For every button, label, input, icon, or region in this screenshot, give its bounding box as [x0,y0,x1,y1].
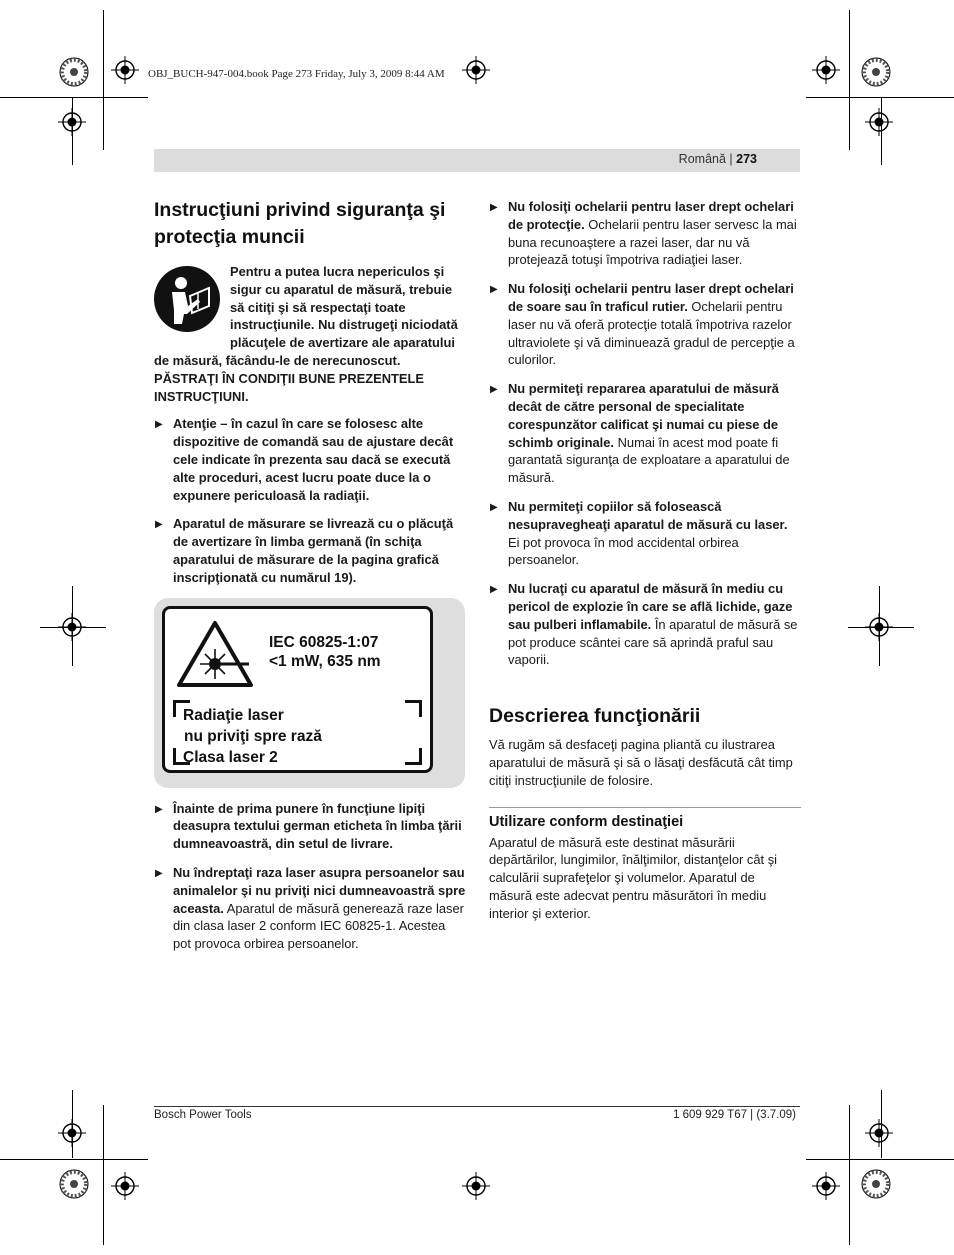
list-item: ▶ Nu lucraţi cu aparatul de măsură în mediu cu pericol de explozie în care se află lichide, gaze sau pulberi inflamabile. În aparatul de măsură se pot produce scântei care să aprindă praful sau vaporii. [490,581,798,668]
list-item: ▶ Aparatul de măsurare se livrează cu o plăcuţă de avertizare în limba germană (în schiţa aparatului de măsurare de la pagina grafică inscripţionată cu numărul 19). [155,516,454,585]
footer-doc-number: 1 609 929 T67 | (3.7.09) [673,1109,796,1121]
intended-use-title: Utilizare conform destinaţiei [489,813,684,830]
label-warning-text: Radiaţie laser nu priviţi spre rază Clasa laser 2 [183,706,322,766]
page-number: 273 [736,152,757,166]
arrow-bullet-icon: ▶ [490,384,498,396]
warning-label-panel [154,598,465,788]
arrow-bullet-icon: ▶ [490,501,498,513]
list-item: ▶ Nu permiteţi repararea aparatului de măsură decât de către personal de specialitate corespunzător calificat şi numai cu piese de schimb originale. Numai în acest mod poate fi garantată siguranţa de exploatare a aparatului de măsură. [490,381,790,486]
left-column [154,197,466,964]
intended-use-text: Aparatul de măsură este destinat măsurării depărtărilor, lungimilor, înălţimilor, distanţelor cât şi calculării suprafeţelor şi volumelor. Aparatul de măsură este adecvat pentru măsurători în mediu interior şi exterior. [489,834,778,921]
list-item: ▶ Nu îndreptaţi raza laser asupra persoanelor sau animalelor şi nu priviţi nici dumneavoastră spre aceasta. Aparatul de măsură generează raze laser din clasa laser 2 conform IEC 60825-1. Acestea pot provoca orbirea persoanelor. [155,864,466,952]
page-header [679,152,757,166]
safety-title: Instrucţiuni privind siguranţa şi protecţia muncii [154,199,446,248]
header-separator: | [729,152,733,166]
arrow-bullet-icon: ▶ [155,419,163,431]
bullets-top [154,415,466,586]
arrow-bullet-icon: ▶ [490,284,498,296]
intro-block [154,263,466,405]
list-item: ▶ Înainte de prima punere în funcţiune lipiţi deasupra textului german eticheta în limba ţării dumneavoastră, din setul de livrare. [155,800,462,852]
arrow-bullet-icon: ▶ [155,803,163,815]
footer-rule [154,1106,800,1107]
subsection-rule [489,807,801,808]
read-manual-icon [154,266,220,332]
list-item: ▶ Atenţie – în cazul în care se folosesc alte dispozitive de comandă sau de ajustare decât cele indicate în prezenta sau dacă se execută alte proceduri, acest lucru poate duce la o expunere periculoasă la radiaţii. [155,416,454,503]
description-text: Vă rugăm să desfaceţi pagina pliantă cu ilustrarea aparatului de măsură şi să o lăsaţi desfăcută cât timp citiţi instrucţiunile de folosire. [489,737,793,788]
arrow-bullet-icon: ▶ [155,867,163,879]
intro-text: Pentru a putea lucra nepericulos şi sigur cu aparatul de măsură, trebuie să citiţi şi să respectaţi toate instrucţiunile. Nu distrugeţi niciodată plăcuţele de avertizare ale aparatului de măsură, făcându-le de nerecunoscut. PĂSTRAŢI ÎN CONDIŢII BUNE PREZENTELE INSTRUCŢIUNI. [154,264,458,404]
arrow-bullet-icon: ▶ [155,519,163,531]
laser-warning-icon [175,619,255,689]
bullets-bottom [154,800,466,953]
list-item: ▶ Nu permiteţi copiilor să folosească nesupravegheaţi aparatul de măsură cu laser. Ei pot provoca în mod accidental orbirea persoanelor. [490,498,788,568]
warning-label [162,606,433,773]
description-title: Descrierea funcţionării [489,705,701,728]
arrow-bullet-icon: ▶ [490,202,498,213]
label-spec: IEC 60825-1:07 <1 mW, 635 nm [269,633,381,670]
list-item: ▶ Nu folosiţi ochelarii pentru laser drept ochelari de protecţie. Ochelarii pentru laser servesc la mai buna recunoaştere a razei laser, dar nu vă protejează totuşi împotriva radiaţiei laser. [490,199,797,268]
printer-line: OBJ_BUCH-947-004.book Page 273 Friday, July 3, 2009 8:44 AM [148,68,445,80]
right-column [489,198,801,923]
list-item: ▶ Nu folosiţi ochelarii pentru laser drept ochelari de soare sau în traficul rutier. Ochelarii pentru laser nu vă oferă protecţie totală împotriva razelor ultraviolete şi vă diminuează gradul de percepţie a culorilor. [490,281,795,368]
footer-brand: Bosch Power Tools [154,1109,252,1121]
header-language: Română [678,152,726,166]
arrow-bullet-icon: ▶ [490,584,498,596]
